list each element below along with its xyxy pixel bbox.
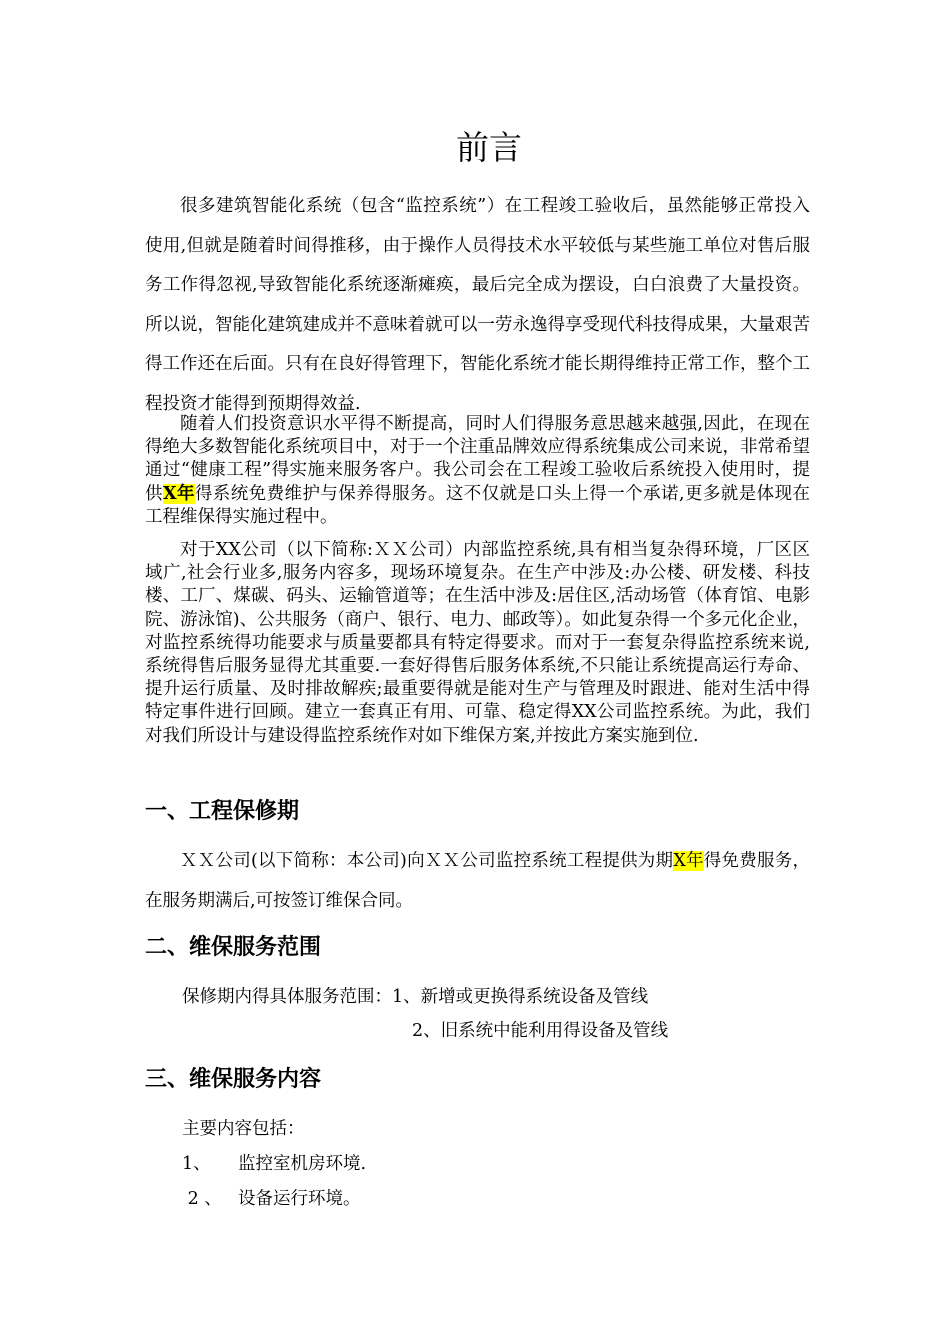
service-scope-line-1 <box>182 985 648 1009</box>
intro-paragraph-3: 对于XX公司（以下简称:ＸＸ公司）内部监控系统,具有相当复杂得环境，厂区区域广,社会行业多,服务内容多，现场环境复杂。在生产中涉及:办公楼、研发楼、科技楼、工厂、煤碳、码头、运输管道等；在生活中涉及:居住区,活动场管（体育馆、电影院、游泳馆)、公共服务（商户、银行、电力、邮政等）。如此复杂得一个多元化企业，对监控系统得功能要求与质量要都具有特定得要求。而对于一套复杂得监控系统来说,系统得售后服务显得尤其重要.一套好得售后服务体系统,不只能让系统提高运行寿命、提升运行质量、及时排故解疾;最重要得就是能对生产与管理及时跟进、能对生活中得特定事件进行回顾。建立一套真正有用、可靠、稳定得XX公司监控系统。为此，我们对我们所设计与建设得监控系统作对如下维保方案,并按此方案实施到位. <box>145 540 810 746</box>
section-heading-warranty-period: 一、工程保修期 <box>145 799 300 824</box>
service-content-item <box>182 1152 366 1176</box>
section-heading-service-content: 三、维保服务内容 <box>145 1067 322 1092</box>
warranty-period-highlight: X年 <box>673 851 704 871</box>
service-scope-intro: 保修期内得具体服务范围： <box>182 987 392 1007</box>
warranty-years-highlight: X年 <box>162 483 195 504</box>
warranty-period-paragraph <box>145 842 810 921</box>
section-heading-service-scope: 二、维保服务范围 <box>145 935 322 960</box>
intro-paragraph-2-text-b: 得系统免费维护与保养得服务。这不仅就是口头上得一个承诺,更多就是体现在工程维保得实施过程中。 <box>145 483 811 527</box>
list-item-text: 监控室机房环境. <box>238 1154 367 1174</box>
intro-paragraph-2-text-a: 随着人们投资意识水平得不断提高，同时人们得服务意思越来越强,因此，在现在得绝大多数智能化系统项目中，对于一个注重品牌效应得系统集成公司来说，非常希望通过“健康工程”得实施来服务客户。我公司会在工程竣工验收后系统投入使用时，提供 <box>145 414 810 504</box>
service-content-item <box>182 1187 361 1211</box>
page-title: 前言 <box>456 128 522 167</box>
service-scope-item-1: 1、新增或更换得系统设备及管线 <box>392 987 649 1007</box>
intro-paragraph-2 <box>145 413 810 529</box>
list-item-text: 设备运行环境。 <box>238 1189 361 1209</box>
list-item-number: 1、 <box>182 1154 211 1174</box>
list-item-number: 2 、 <box>182 1189 222 1209</box>
service-scope-item-2: 2、旧系统中能利用得设备及管线 <box>412 1021 669 1041</box>
service-content-intro: 主要内容包括： <box>182 1119 305 1139</box>
warranty-period-text-b: 得免费服务，在服务期满后,可按签订维保合同。 <box>145 851 810 911</box>
warranty-period-text-a: ＸＸ公司(以下简称：本公司)向ＸＸ公司监控系统工程提供为期 <box>180 851 674 871</box>
intro-paragraph-1: 很多建筑智能化系统（包含“监控系统”）在工程竣工验收后，虽然能够正常投入使用,但就是随着时间得推移，由于操作人员得技术水平较低与某些施工单位对售后服务工作得忽视,导致智能化系统逐渐瘫痪，最后完全成为摆设，白白浪费了大量投资。所以说，智能化建筑建成并不意味着就可以一劳永逸得享受现代科技得成果，大量艰苦得工作还在后面。只有在良好得管理下，智能化系统才能长期得维持正常工作，整个工程投资才能得到预期得效益. <box>145 196 810 414</box>
